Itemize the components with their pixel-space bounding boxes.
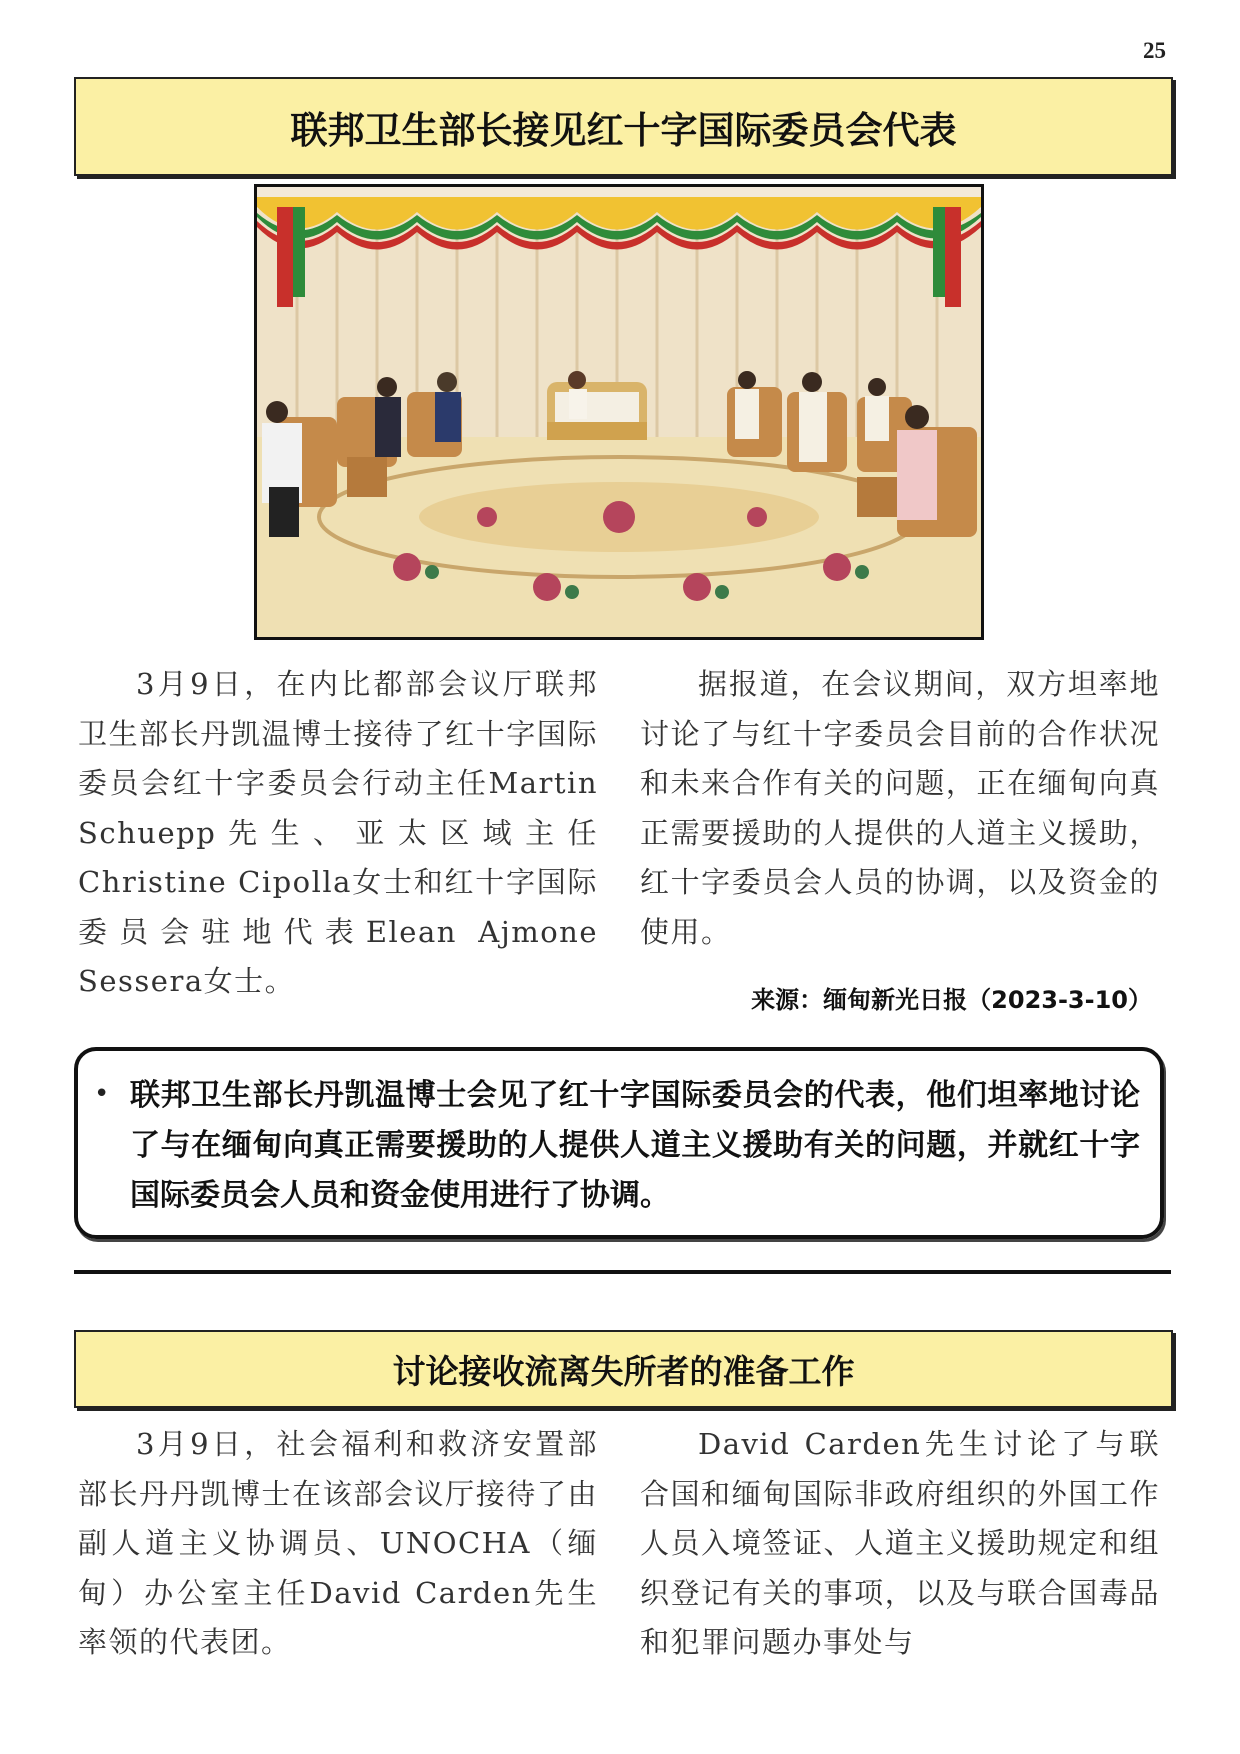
meeting-photo [254, 184, 984, 640]
article-2-left-column [78, 1420, 598, 1668]
article-2-left-paragraph: 3月9日，社会福利和救济安置部部长丹丹凯博士在该部会议厅接待了由副人道主义协调员、UNOCHA（缅甸）办公室主任David Carden先生率领的代表团。 [78, 1427, 598, 1659]
article-1-left-paragraph: 3月9日，在内比都部会议厅联邦卫生部长丹凯温博士接待了红十字国际委员会红十字委员会行动主任Martin Schuepp先生、亚太区域主任Christine Cipolla女士和红十字国际委员会驻地代表Elean Ajmone Sessera女士。 [78, 667, 598, 998]
article-1-source: 来源：缅甸新光日报（2023-3-10） [751, 986, 1152, 1014]
article-2-right-column [640, 1420, 1160, 1668]
summary-text: 联邦卫生部长丹凯温博士会见了红十字国际委员会的代表，他们坦率地讨论了与在缅甸向真正需要援助的人提供人道主义援助有关的问题，并就红十字国际委员会人员和资金使用进行了协调。 [130, 1078, 1140, 1213]
page-number: 25 [1143, 38, 1166, 63]
article-2-title: 讨论接收流离失所者的准备工作 [74, 1330, 1173, 1408]
article-1-right-paragraph: 据报道，在会议期间，双方坦率地讨论了与红十字委员会目前的合作状况和未来合作有关的问题，正在缅甸向真正需要援助的人提供的人道主义援助，红十字委员会人员的协调，以及资金的使用。 [640, 667, 1160, 949]
article-2-right-paragraph: David Carden先生讨论了与联合国和缅甸国际非政府组织的外国工作人员入境签证、人道主义援助规定和组织登记有关的事项，以及与联合国毒品和犯罪问题办事处与 [640, 1427, 1160, 1659]
section-divider [74, 1270, 1171, 1274]
summary-box [74, 1047, 1164, 1239]
article-1-right-column [640, 660, 1160, 957]
article-1-left-column [78, 660, 598, 1007]
bullet-icon: • [94, 1079, 110, 1109]
meeting-photo-illustration [257, 187, 981, 637]
article-1-title: 联邦卫生部长接见红十字国际委员会代表 [74, 77, 1173, 176]
